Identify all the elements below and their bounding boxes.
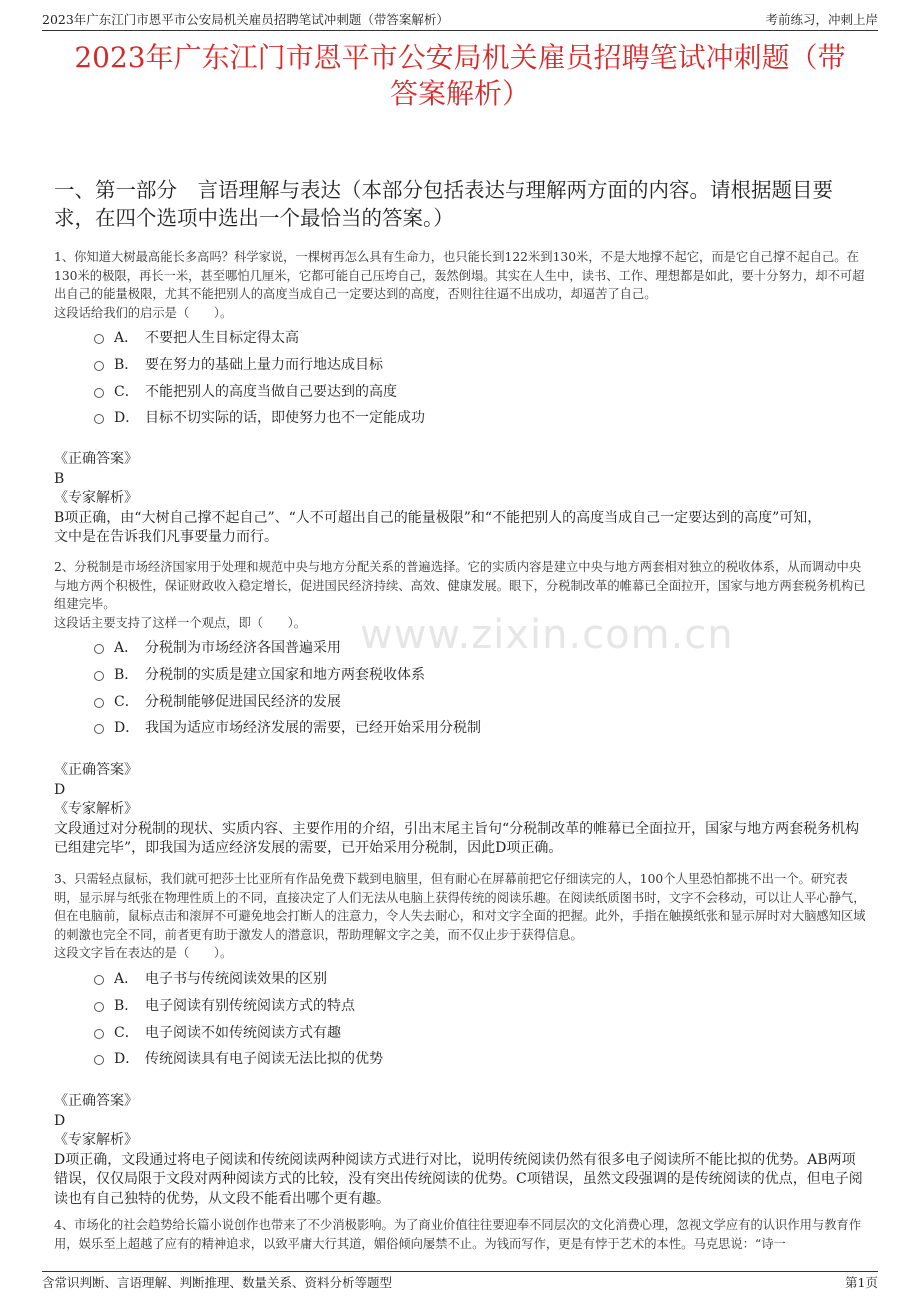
document-title — [40, 40, 880, 112]
radio-icon[interactable] — [94, 1055, 104, 1065]
explanation: B项正确，由“大树自己撑不起自己”、“人不可超出自己的能量极限”和“不能把别人的高度当成自己一定要达到的高度”可知， 文中是在告诉我们凡事要量力而行。 — [54, 509, 822, 545]
answer-label: 《正确答案》 — [54, 451, 138, 467]
section-heading: 一、第一部分 言语理解与表达（本部分包括表达与理解两方面的内容。请根据题目要求，在四个选项中选出一个最恰当的答案。） — [54, 178, 833, 230]
radio-icon[interactable] — [94, 1002, 104, 1012]
radio-icon[interactable] — [94, 698, 104, 708]
radio-icon[interactable] — [94, 975, 104, 985]
explanation: D项正确，文段通过将电子阅读和传统阅读两种阅读方式进行对比，说明传统阅读仍然有很多电子阅读所不能比拟的优势。AB两项错误，仅仅局限于文段对两种阅读方式的比较，没有突出传统阅读的优势。C项错误，虽然文段强调的是传统阅读的优点，但电子阅读也有自己独特的优势，从文段不能看出哪个更有趣。 — [54, 1151, 863, 1207]
page-number: 第1页 — [845, 1275, 878, 1290]
expert-label: 《专家解析》 — [54, 490, 138, 506]
question-1-answer-block — [54, 450, 866, 548]
footer-topics: 含常识判断、言语理解、判断推理、数量关系、资料分析等题型 — [42, 1275, 393, 1290]
option-c[interactable]: C． 分税制能够促进国民经济的发展 — [94, 687, 481, 714]
radio-icon[interactable] — [94, 414, 104, 424]
answer-value: B — [54, 470, 65, 487]
option-c[interactable]: C． 电子阅读不如传统阅读方式有趣 — [94, 1018, 383, 1045]
radio-icon[interactable] — [94, 334, 104, 344]
question-2-options — [94, 634, 481, 741]
option-c[interactable]: C． 不能把别人的高度当做自己要达到的高度 — [94, 377, 425, 404]
radio-icon[interactable] — [94, 724, 104, 734]
header-slogan: 考前练习，冲刺上岸 — [765, 12, 878, 27]
question-1-text: 1、你知道大树最高能长多高吗？科学家说，一棵树再怎么具有生命力，也只能长到122米到130米，不是大地撑不起它，而是它自己撑不起自己。在130米的极限，再长一米，甚至哪怕几厘米，它都可能自己压垮自己，轰然倒塌。其实在人生中，读书、工作、理想都是如此，要十分努力，却不可超出自己的能量极限，尤其不能把别人的高度当成自己一定要达到的高度，否则往往逼不出成功，却逼苦了自己。 这段话给我们的启示是（ ）。 — [54, 250, 865, 320]
question-3-options — [94, 965, 383, 1072]
watermark: www.zixin.com.cn — [360, 612, 734, 658]
page-header — [42, 10, 878, 31]
option-a[interactable]: A． 不要把人生目标定得太高 — [94, 324, 425, 351]
radio-icon[interactable] — [94, 1029, 104, 1039]
radio-icon[interactable] — [94, 361, 104, 371]
question-2-text: 2、分税制是市场经济国家用于处理和规范中央与地方分配关系的普遍选择。它的实质内容是建立中央与地方两套相对独立的税收体系，从而调动中央与地方两个积极性，保证财政收入稳定增长，促进国民经济持续、高效、健康发展。眼下，分税制改革的帷幕已全面拉开，国家与地方两套税务机构已组建完毕。 这段话主要支持了这样一个观点，即（ ）。 — [54, 560, 866, 630]
option-b[interactable]: B． 要在努力的基础上量力而行地达成目标 — [94, 351, 425, 378]
expert-label: 《专家解析》 — [54, 801, 138, 817]
question-3-text: 3、只需轻点鼠标，我们就可把莎士比亚所有作品免费下载到电脑里，但有耐心在屏幕前把它仔细读完的人，100个人里恐怕都挑不出一个。研究表明，显示屏与纸张在物理性质上的不同，直接决定了人们无法从电脑上获得传统的阅读乐趣。在阅读纸质图书时，文字不会移动，可以让人平心静气，但在电脑前，鼠标点击和滚屏不可避免地会打断人的注意力，令人失去耐心，和对文字全面的把握。此外，手指在触摸纸张和显示屏时对大脑感知区域的刺激也完全不同，前者更有助于激发人的潜意识，帮助理解文字之美，而不仅止步于获得信息。 这段文字旨在表达的是（ ）。 — [54, 872, 866, 960]
radio-icon[interactable] — [94, 644, 104, 654]
answer-value: D — [54, 1112, 66, 1129]
radio-icon[interactable] — [94, 671, 104, 681]
option-d[interactable]: D． 目标不切实际的话，即使努力也不一定能成功 — [94, 404, 425, 431]
header-doc-title: 2023年广东江门市恩平市公安局机关雇员招聘笔试冲刺题（带答案解析） — [42, 12, 449, 27]
option-b[interactable]: B． 分税制的实质是建立国家和地方两套税收体系 — [94, 661, 481, 688]
question-4-text: 4、市场化的社会趋势给长篇小说创作也带来了不少消极影响。为了商业价值往往要迎奉不同层次的文化消费心理，忽视文学应有的认识作用与教育作用，娱乐至上超越了应有的精神追求，以致平庸大行其道，媚俗倾向屡禁不止。为钱而写作，更是有悖于艺术的本性。马克思说：“诗一 — [54, 1218, 862, 1251]
answer-label: 《正确答案》 — [54, 762, 138, 778]
title-line-2: 答案解析） — [389, 77, 530, 110]
option-d[interactable]: D． 传统阅读具有电子阅读无法比拟的优势 — [94, 1045, 383, 1072]
title-line-1: 2023年广东江门市恩平市公安局机关雇员招聘笔试冲刺题（带 — [74, 41, 846, 74]
option-d[interactable]: D． 我国为适应市场经济发展的需要，已经开始采用分税制 — [94, 714, 481, 741]
option-a[interactable]: A． 分税制为市场经济各国普遍采用 — [94, 634, 481, 661]
question-3-prompt: 这段文字旨在表达的是（ ）。 — [54, 946, 233, 960]
answer-value: D — [54, 781, 66, 798]
question-1-prompt: 这段话给我们的启示是（ ）。 — [54, 305, 233, 320]
expert-label: 《专家解析》 — [54, 1132, 138, 1148]
question-2-prompt: 这段话主要支持了这样一个观点，即（ ）。 — [54, 615, 307, 630]
page-footer — [42, 1271, 878, 1290]
question-2-answer-block — [54, 761, 866, 859]
explanation: 文段通过对分税制的现状、实质内容、主要作用的介绍，引出末尾主旨句“分税制改革的帷幕已全面拉开，国家与地方两套税务机构已组建完毕”，即我国为适应经济发展的需要，已开始采用分税制，因此D项正确。 — [54, 820, 860, 856]
question-3-answer-block — [54, 1092, 866, 1209]
option-a[interactable]: A． 电子书与传统阅读效果的区别 — [94, 965, 383, 992]
radio-icon[interactable] — [94, 388, 104, 398]
answer-label: 《正确答案》 — [54, 1093, 138, 1109]
option-b[interactable]: B． 电子阅读有别传统阅读方式的特点 — [94, 992, 383, 1019]
question-1-options — [94, 324, 425, 431]
